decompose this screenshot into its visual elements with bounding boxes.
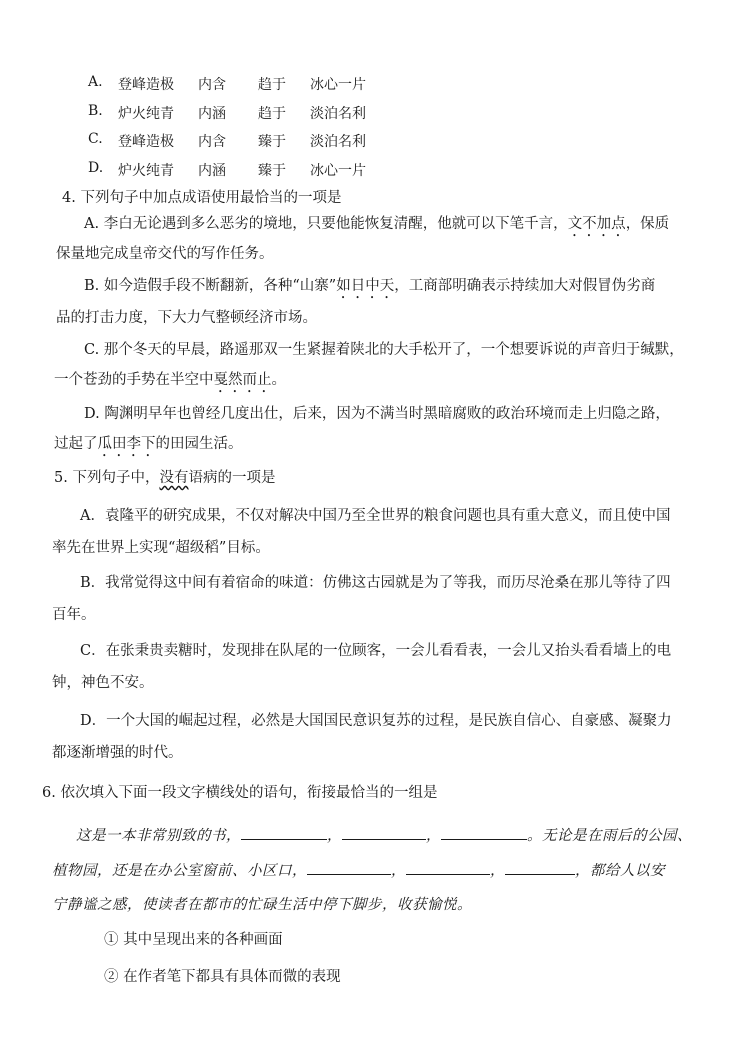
option-word-1: 登峰造极 bbox=[118, 77, 174, 93]
option-letter: B. bbox=[88, 103, 103, 119]
q4-c-idiom: 戛然而止 bbox=[213, 372, 272, 388]
q5-stem bbox=[54, 468, 275, 488]
q4-a-text: A. 李白无论遇到多么恶劣的境地，只要他能恢复清醒，他就可以下笔千言， bbox=[84, 216, 568, 232]
option-letter: D. bbox=[88, 160, 104, 176]
option-word-3: 趋于 bbox=[258, 77, 286, 93]
q4-d-text: 过起了 bbox=[54, 436, 98, 452]
answer-blank[interactable] bbox=[241, 825, 327, 840]
q5-option-b-line-1: B．我常觉得这中间有着宿命的味道：仿佛这古园就是为了等我，而历尽沧桑在那儿等待了四 bbox=[80, 575, 671, 591]
q6-separator: ， bbox=[327, 828, 342, 844]
q5-option-b-line-2: 百年。 bbox=[52, 607, 96, 623]
q5-option-d-line-2: 都逐渐增强的时代。 bbox=[52, 745, 183, 761]
option-word-4: 淡泊名利 bbox=[310, 106, 366, 122]
q6-passage-line-1 bbox=[76, 825, 692, 846]
answer-blank[interactable] bbox=[441, 825, 527, 840]
option-word-3: 臻于 bbox=[258, 134, 286, 150]
q4-a-text-tail: ，保质 bbox=[625, 216, 670, 232]
option-word-3: 趋于 bbox=[258, 106, 286, 122]
q6-passage-line-3: 宁静谧之感，使读者在都市的忙碌生活中停下脚步，收获愉悦。 bbox=[52, 897, 472, 913]
q4-option-c-line-2 bbox=[54, 370, 286, 396]
answer-blank[interactable] bbox=[342, 825, 426, 840]
q6-stem: 6. 依次填入下面一段文字横线处的语句，衔接最恰当的一组是 bbox=[42, 785, 438, 801]
q6-separator: ， bbox=[426, 828, 441, 844]
q4-option-b-line-1 bbox=[84, 276, 655, 302]
q6-separator: ， bbox=[391, 863, 406, 879]
q6-passage-line-2 bbox=[52, 860, 665, 881]
option-word-4: 淡泊名利 bbox=[310, 134, 366, 150]
option-letter: A. bbox=[88, 74, 103, 90]
option-word-4: 冰心一片 bbox=[310, 163, 366, 179]
option-word-1: 炉火纯青 bbox=[118, 163, 174, 179]
q6-item-1: ① 其中呈现出来的各种画面 bbox=[104, 932, 283, 948]
q4-b-text-tail: ，工商部明确表示持续加大对假冒伪劣商 bbox=[394, 278, 656, 294]
q6-passage-text: 这是一本非常别致的书， bbox=[76, 828, 241, 844]
q6-passage-text-tail: ，都给人以安 bbox=[575, 863, 665, 879]
q5-option-a-line-1: A．袁隆平的研究成果，不仅对解决中国乃至全世界的粮食问题也具有重大意义，而且使中国 bbox=[80, 508, 671, 524]
q6-passage-text: 植物园，还是在办公室窗前、小区口， bbox=[52, 863, 307, 879]
q4-option-b-line-2: 品的打击力度，下大力气整顿经济市场。 bbox=[56, 310, 317, 326]
q5-option-d-line-1: D．一个大国的崛起过程，必然是大国国民意识复苏的过程，是民族自信心、自豪感、凝聚力 bbox=[80, 713, 672, 729]
q6-item-2: ② 在作者笔下都具有具体而微的表现 bbox=[104, 969, 341, 985]
q4-c-text-tail: 。 bbox=[271, 372, 286, 388]
q4-option-d-line-1: D. 陶渊明早年也曾经几度出仕，后来，因为不满当时黑暗腐败的政治环境而走上归隐之路， bbox=[84, 406, 670, 422]
q4-d-idiom: 瓜田李下 bbox=[97, 436, 156, 452]
option-word-2: 内涵 bbox=[198, 106, 226, 122]
q4-c-text: 一个苍劲的手势在半空中 bbox=[54, 372, 214, 388]
q4-d-text-tail: 的田园生活。 bbox=[155, 436, 243, 452]
q6-passage-text-tail: 。无论是在雨后的公园、 bbox=[527, 828, 692, 844]
option-word-3: 臻于 bbox=[258, 163, 286, 179]
option-word-1: 登峰造极 bbox=[118, 134, 174, 150]
q5-option-a-line-2: 率先在世界上实现“超级稻”目标。 bbox=[52, 540, 270, 556]
q4-stem: 4. 下列句子中加点成语使用最恰当的一项是 bbox=[62, 190, 342, 206]
q5-stem-text: 5. 下列句子中， bbox=[54, 470, 160, 486]
q4-b-text: B. 如今造假手段不断翻新，各种“山寨” bbox=[84, 278, 337, 294]
q4-option-a-line-2: 保量地完成皇帝交代的写作任务。 bbox=[56, 246, 274, 262]
option-word-1: 炉火纯青 bbox=[118, 106, 174, 122]
answer-blank[interactable] bbox=[307, 860, 391, 875]
answer-blank[interactable] bbox=[505, 860, 575, 875]
option-word-2: 内涵 bbox=[198, 163, 226, 179]
q4-option-a-line-1 bbox=[84, 214, 669, 240]
q4-b-idiom: 如日中天 bbox=[336, 278, 395, 294]
option-letter: C. bbox=[88, 131, 103, 147]
q5-stem-emphasis: 没有 bbox=[159, 470, 189, 486]
answer-blank[interactable] bbox=[406, 860, 490, 875]
q5-option-c-line-1: C．在张秉贵卖糖时，发现排在队尾的一位顾客，一会儿看看表，一会儿又抬头看看墙上的电 bbox=[80, 643, 672, 659]
q4-a-idiom: 文不加点 bbox=[567, 216, 626, 232]
q4-option-c-line-1: C. 那个冬天的早晨，路遥那双一生紧握着陕北的大手松开了，一个想要诉说的声音归于缄默， bbox=[84, 342, 684, 358]
q6-separator: ， bbox=[490, 863, 505, 879]
q5-stem-text-tail: 语病的一项是 bbox=[188, 470, 276, 486]
option-word-2: 内含 bbox=[198, 134, 226, 150]
option-word-2: 内含 bbox=[198, 77, 226, 93]
q5-option-c-line-2: 钟，神色不安。 bbox=[52, 675, 154, 691]
q4-option-d-line-2 bbox=[54, 434, 243, 460]
option-word-4: 冰心一片 bbox=[310, 77, 366, 93]
